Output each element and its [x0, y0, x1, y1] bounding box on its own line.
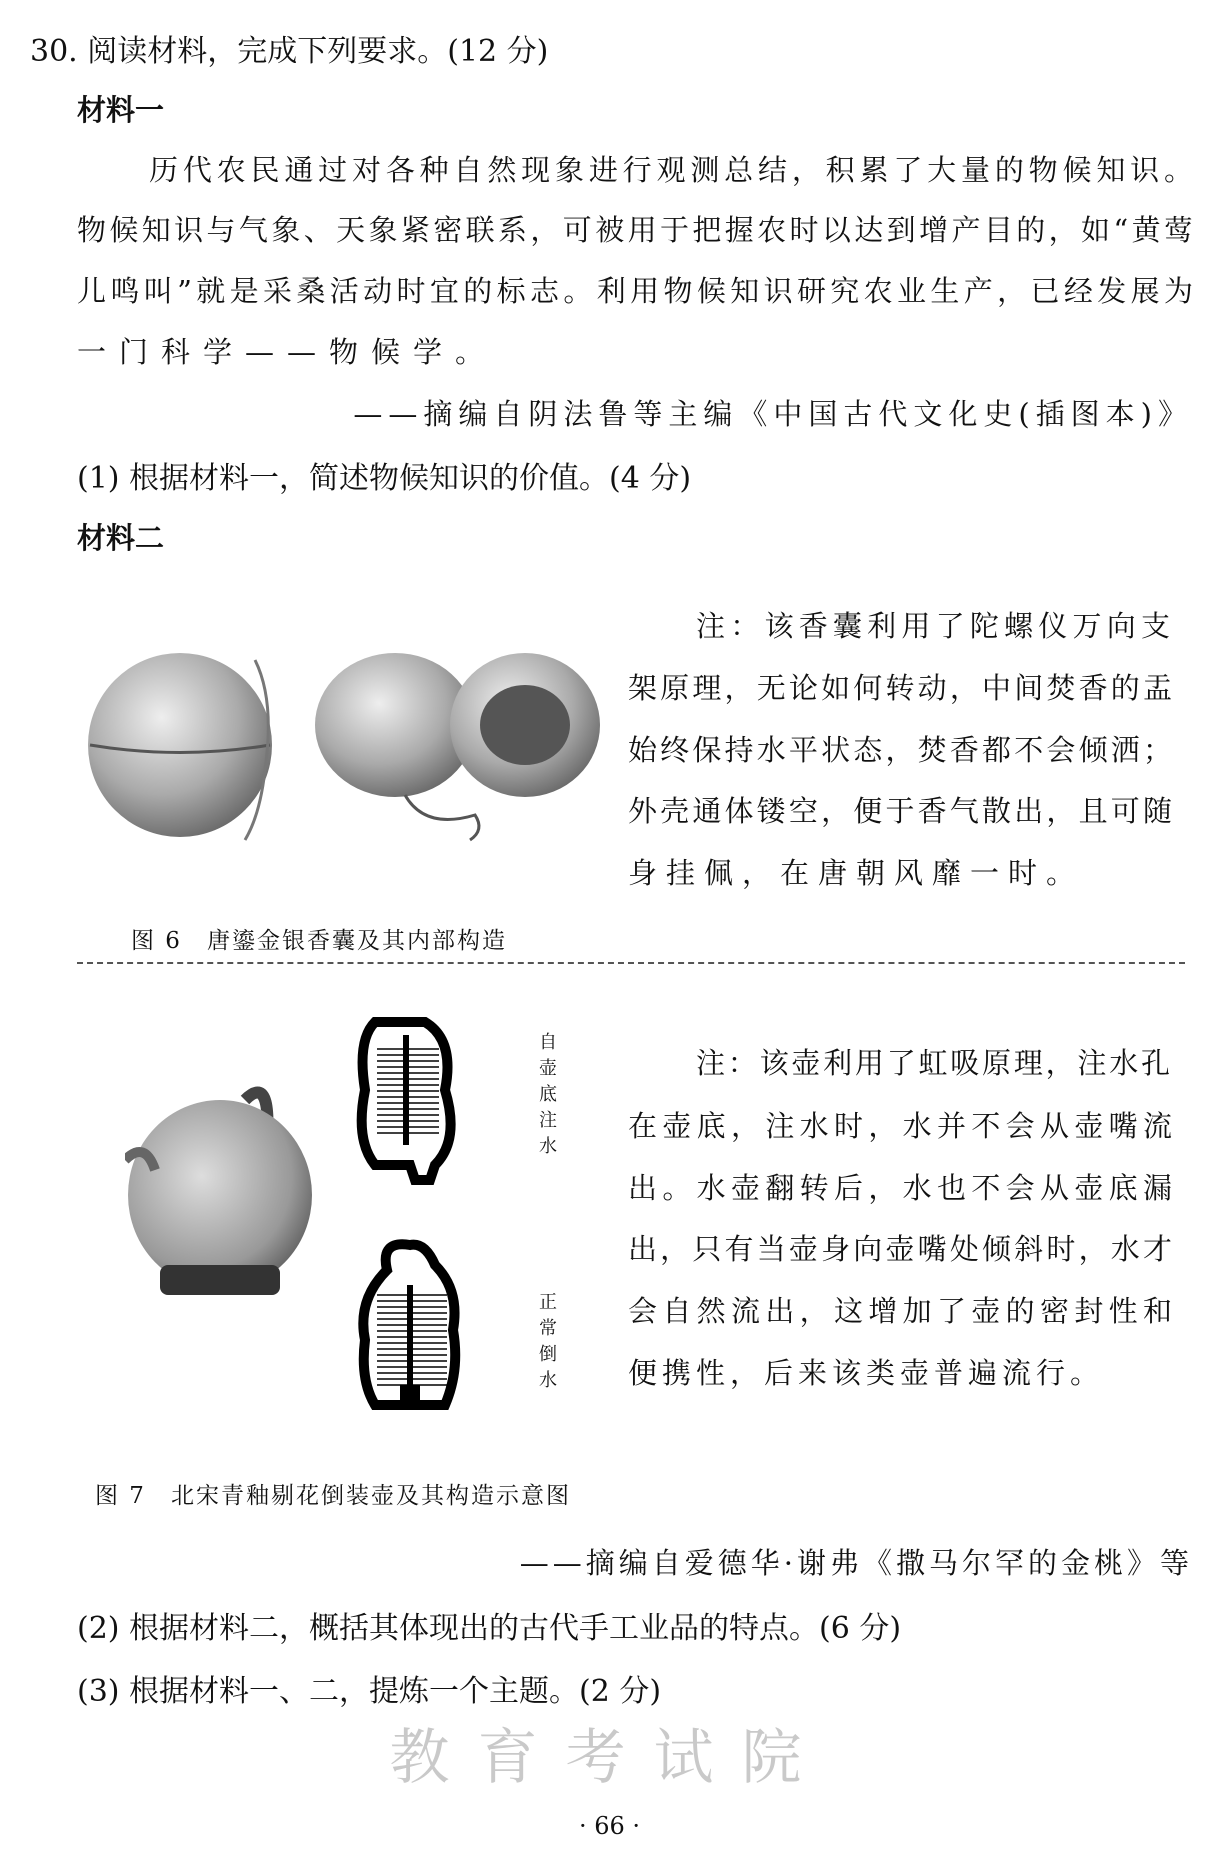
fig7-note-line: 出。水壶翻转后，水也不会从壶底漏 [628, 1171, 1172, 1205]
sub-question-2: (2) 根据材料二，概括其体现出的古代手工业品的特点。(6 分) [77, 1611, 902, 1646]
watermark: 教育考试院 [389, 1723, 830, 1793]
material1-line: 一门科学——物候学。 [77, 335, 498, 369]
sub-question-3: (3) 根据材料一、二，提炼一个主题。(2 分) [77, 1674, 662, 1709]
fig7-note-line: 出，只有当壶身向壶嘴处倾斜时，水才 [628, 1232, 1172, 1266]
diagram-label-top: 自壶底注水 [539, 1032, 557, 1157]
material1-source: ——摘编自阴法鲁等主编《中国古代文化史(插图本)》 [353, 397, 1193, 431]
teapot-figure [125, 1010, 535, 1420]
fig7-note-line: 在壶底，注水时，水并不会从壶嘴流 [628, 1109, 1172, 1143]
fig6-note-line: 架原理，无论如何转动，中间焚香的盂 [628, 671, 1172, 705]
diagram-label-bottom: 正常倒水 [539, 1292, 557, 1391]
sachet-photos [75, 640, 615, 850]
fig7-note-line: 便携性，后来该类壶普遍流行。 [628, 1356, 1105, 1390]
fig7-note-line: 会自然流出，这增加了壶的密封性和 [628, 1294, 1172, 1328]
material1-line: 儿鸣叫”就是采桑活动时宜的标志。利用物候知识研究农业生产，已经发展为 [77, 274, 1193, 308]
fig6-caption: 图 6 唐鎏金银香囊及其内部构造 [131, 928, 507, 954]
fig6-note-line: 始终保持水平状态，焚香都不会倾洒； [628, 733, 1172, 767]
sub-question-1: (1) 根据材料一，简述物候知识的价值。(4 分) [77, 461, 692, 496]
fig6-note-line: 注：该香囊利用了陀螺仪万向支 [696, 609, 1172, 643]
teapot-photo [125, 1093, 312, 1296]
question-title: 30. 阅读材料，完成下列要求。(12 分) [30, 34, 549, 69]
fig6-note-line: 身挂佩，在唐朝风靡一时。 [628, 856, 1085, 890]
diagram-fill-from-bottom [362, 1022, 451, 1180]
page-number: · 66 · [578, 1812, 641, 1840]
closed-sachet-image [88, 653, 272, 840]
material1-line: 物候知识与气象、天象紧密联系，可被用于把握农时以达到增产目的，如“黄莺 [77, 213, 1193, 247]
fig7-caption: 图 7 北宋青釉剔花倒装壶及其构造示意图 [95, 1483, 571, 1509]
material2-source: ——摘编自爱德华·谢弗《撒马尔罕的金桃》等 [519, 1546, 1193, 1580]
material1-heading: 材料一 [77, 93, 165, 127]
material2-heading: 材料二 [77, 521, 165, 555]
divider [77, 962, 1185, 964]
fig7-note-line: 注：该壶利用了虹吸原理，注水孔 [696, 1046, 1172, 1080]
fig6-note-line: 外壳通体镂空，便于香气散出，且可随 [628, 794, 1172, 828]
open-sachet-image [315, 653, 600, 840]
material1-line: 历代农民通过对各种自然现象进行观测总结，积累了大量的物候知识。 [149, 153, 1193, 187]
diagram-normal-pour [363, 1244, 455, 1405]
